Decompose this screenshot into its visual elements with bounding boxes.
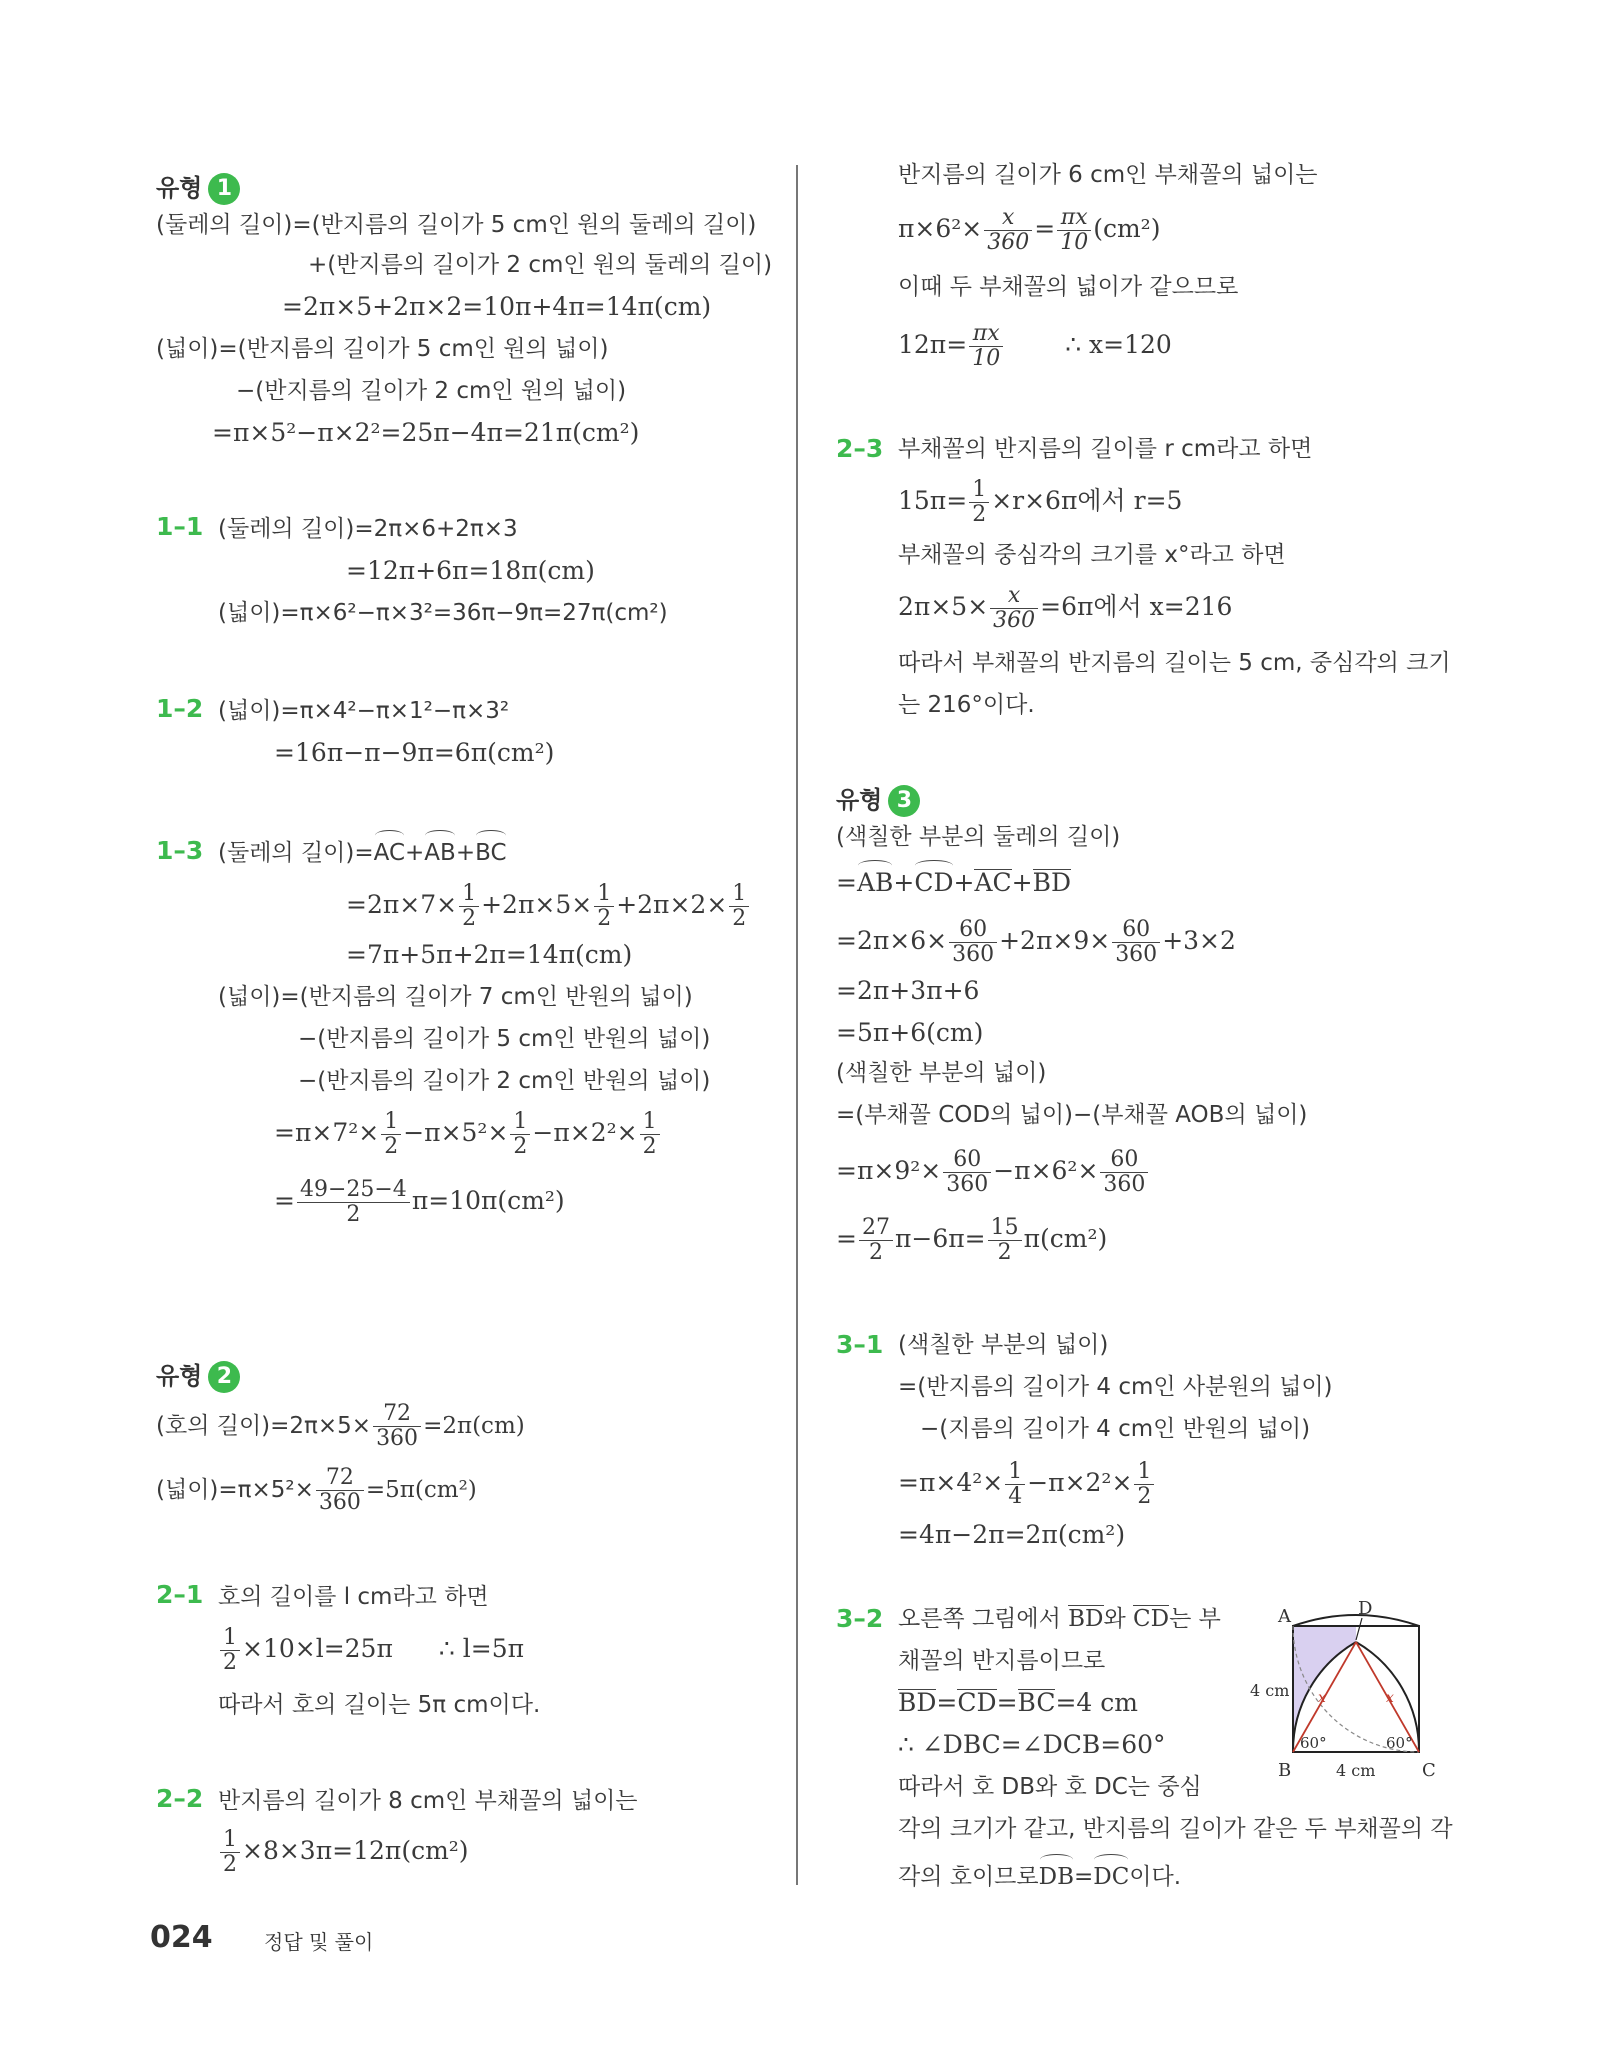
t1-line: −(반지름의 길이가 2 cm인 원의 넓이) (236, 378, 627, 404)
p11-line: =12π+6π=18π(cm) (346, 556, 595, 585)
p13-line: −(반지름의 길이가 2 cm인 반원의 넓이) (298, 1068, 711, 1094)
geometry-figure (1250, 1598, 1440, 1788)
numerator: 1 (220, 1626, 240, 1651)
p32-text: 이다. (1129, 1864, 1182, 1890)
t3-expr: +2π×9× (999, 926, 1111, 955)
arc-ab: AB (856, 868, 894, 897)
p32-length: =4 cm (1055, 1688, 1138, 1717)
plus-sign: + (953, 868, 975, 897)
type-label: 유형 (836, 786, 883, 814)
numerator: 1 (381, 1110, 401, 1135)
p32-line: 채꼴의 반지름이므로 (898, 1648, 1106, 1674)
p23-line: 부채꼴의 반지름의 길이를 r cm라고 하면 (898, 436, 1313, 462)
label-angle-b: 60° (1300, 1734, 1327, 1752)
t3-line (836, 866, 1071, 898)
p13-result: π=10π(cm²) (411, 1186, 565, 1215)
denominator: 2 (346, 1202, 361, 1227)
denominator: 2 (642, 1134, 657, 1159)
segment-bd: BD (1068, 1606, 1104, 1632)
p13-line (274, 1178, 565, 1227)
type-1-heading (156, 168, 240, 205)
arc-bc: BC (475, 836, 506, 868)
p13-perimeter-label: (둘레의 길이)= (218, 840, 374, 866)
type-number-badge: 2 (208, 1361, 240, 1393)
t1-line: =2π×5+2π×2=10π+4π=14π(cm) (282, 292, 712, 321)
fraction (1005, 1460, 1025, 1509)
p22-line (218, 1828, 469, 1877)
cont-eq: 12π= (898, 330, 968, 359)
numerator: 60 (1100, 1148, 1148, 1173)
fraction (594, 882, 614, 931)
fraction (1112, 918, 1160, 967)
t1-line: (넓이)=(반지름의 길이가 5 cm인 원의 넓이) (156, 336, 609, 362)
fraction (459, 882, 479, 931)
p21-therefore: ∴ l=5π (438, 1634, 525, 1663)
p32-text: 각의 호이므로 (898, 1864, 1039, 1890)
t3-line: (색칠한 부분의 넓이) (836, 1060, 1047, 1086)
p31-line: −(지름의 길이가 4 cm인 반원의 넓이) (920, 1416, 1311, 1442)
denominator: 2 (972, 502, 987, 527)
plus-sign: + (405, 840, 425, 866)
p21-line: 호의 길이를 l cm라고 하면 (218, 1584, 489, 1610)
problem-number: 3–2 (836, 1604, 884, 1633)
p13-line: =π×7²× $\frac{1}{2}$ −π×5²× $\frac{1}{2}$ −π×2²× $\frac{1}{2}$ (274, 1110, 662, 1159)
denominator: 10 (972, 346, 1001, 371)
t3-line (836, 1216, 1107, 1265)
numerator: πx (969, 322, 1003, 347)
p13-area-expr: =π×7²× (274, 1118, 380, 1147)
fraction (969, 322, 1003, 371)
plus-sign: + (1011, 868, 1033, 897)
p13-line: =2π×7× $\frac{1}{2}$ +2π×5× $\frac{1}{2}$ +2π×2× $\frac{1}{2}$ (346, 882, 751, 931)
t3-line: =5π+6(cm) (836, 1018, 984, 1047)
numerator: 49−25−4 (297, 1178, 410, 1203)
p31-expr: −π×2²× (1027, 1468, 1133, 1497)
fraction (297, 1178, 410, 1227)
p31-line: =(반지름의 길이가 4 cm인 사분원의 넓이) (898, 1374, 1333, 1400)
problem-number: 1–2 (156, 694, 204, 723)
equals-sign: = (936, 1688, 958, 1717)
numerator: 60 (943, 1148, 991, 1173)
t2-area-result: =5π(cm²) (365, 1477, 477, 1503)
p23-line (898, 478, 1182, 527)
column-divider (796, 165, 798, 1885)
t3-line (836, 1148, 1150, 1197)
numerator: 1 (459, 882, 479, 907)
p32-line: 따라서 호 DB와 호 DC는 중심 (898, 1774, 1202, 1800)
p13-line: (넓이)=(반지름의 길이가 7 cm인 반원의 넓이) (218, 984, 693, 1010)
p23-line: 는 216°이다. (898, 692, 1035, 718)
p21-equation: ×10×l=25π (242, 1634, 393, 1663)
t1-line: (둘레의 길이)=(반지름의 길이가 5 cm인 원의 둘레의 길이) (156, 212, 757, 238)
fraction (859, 1216, 893, 1265)
label-side-length: 4 cm (1250, 1681, 1290, 1700)
t2-area-expr: (넓이)=π×5²× (156, 1477, 314, 1503)
numerator: 72 (316, 1466, 364, 1491)
t3-line (836, 918, 1236, 967)
equals-sign: = (996, 1688, 1018, 1717)
numerator: 1 (1005, 1460, 1025, 1485)
fraction (220, 1828, 240, 1877)
denominator: 360 (376, 1426, 419, 1451)
denominator: 2 (223, 1852, 237, 1877)
t3-expr: =2π×6× (836, 926, 948, 955)
leader-d (1356, 1618, 1362, 1640)
numerator: 1 (729, 882, 749, 907)
fraction (988, 1216, 1022, 1265)
fraction (510, 1110, 530, 1159)
t2-line (156, 1402, 525, 1451)
segment-ac: AC (974, 868, 1012, 897)
p12-line: =16π−π−9π=6π(cm²) (274, 738, 555, 767)
p31-line (898, 1460, 1156, 1509)
p13-line: =7π+5π+2π=14π(cm) (346, 940, 633, 969)
type-number-badge: 3 (888, 785, 920, 817)
arc-ab: AB (424, 836, 456, 868)
denominator: 360 (946, 1172, 989, 1197)
t2-line (156, 1466, 477, 1515)
numerator: 1 (640, 1110, 660, 1135)
t3-result: π(cm²) (1023, 1224, 1108, 1253)
denominator: 360 (1115, 942, 1158, 967)
type-label: 유형 (156, 174, 203, 202)
denominator: 2 (597, 906, 612, 931)
p31-line: =4π−2π=2π(cm²) (898, 1520, 1126, 1549)
fraction (943, 1148, 991, 1197)
fraction (949, 918, 997, 967)
numerator: πx (1057, 206, 1091, 231)
arc-ac: AC (374, 836, 405, 868)
denominator: 4 (1008, 1484, 1023, 1509)
equals-sign: = (836, 1224, 857, 1253)
denominator: 360 (1103, 1172, 1146, 1197)
top-arc (1293, 1615, 1419, 1626)
t1-line: +(반지름의 길이가 2 cm인 원의 둘레의 길이) (308, 252, 773, 278)
numerator: 1 (969, 478, 989, 503)
fraction (729, 882, 749, 931)
arc-cd: CD (914, 868, 954, 897)
problem-number: 2–2 (156, 1784, 204, 1813)
cont-line: 반지름의 길이가 6 cm인 부채꼴의 넓이는 (898, 162, 1318, 188)
t3-line: =2π+3π+6 (836, 976, 980, 1005)
segment-cd: CD (957, 1688, 997, 1717)
numerator: 60 (949, 918, 997, 943)
page-number: 024 (150, 1920, 213, 1955)
p31-line: (색칠한 부분의 넓이) (898, 1332, 1109, 1358)
problem-number: 1–3 (156, 836, 204, 865)
segment-bd: BD (1032, 868, 1072, 897)
p21-line (218, 1626, 524, 1675)
p11-line: (넓이)=π×6²−π×3²=36π−9π=27π(cm²) (218, 600, 668, 626)
t3-area-expr: −π×6²× (993, 1156, 1099, 1185)
fraction (640, 1110, 660, 1159)
t3-line: =(부채꼴 COD의 넓이)−(부채꼴 AOB의 넓이) (836, 1102, 1308, 1128)
problem-number: 2–3 (836, 434, 884, 463)
t3-line: (색칠한 부분의 둘레의 길이) (836, 824, 1121, 850)
numerator: 1 (1134, 1460, 1154, 1485)
label-d: D (1358, 1598, 1373, 1619)
problem-number: 2–1 (156, 1580, 204, 1609)
plus-sign: + (893, 868, 915, 897)
denominator: 2 (384, 1134, 399, 1159)
p32-line: 각의 크기가 같고, 반지름의 길이가 같은 두 부채꼴의 각 (898, 1816, 1453, 1842)
cont-line: 이때 두 부채꼴의 넓이가 같으므로 (898, 274, 1239, 300)
p32-line (898, 1604, 1221, 1634)
label-x-left: x (1318, 1690, 1326, 1706)
label-a: A (1278, 1606, 1291, 1627)
denominator: 2 (1137, 1484, 1152, 1509)
p13-expr-start: =2π×7× (346, 890, 458, 919)
p32-line (898, 1860, 1181, 1892)
fraction (984, 206, 1032, 255)
label-angle-c: 60° (1386, 1734, 1413, 1752)
numerator: 15 (988, 1216, 1022, 1241)
fraction (381, 1110, 401, 1159)
cont-line: π×6²× $\frac{x}{360}$ = $\frac{\pi x}{10}$ (cm²) (898, 205, 1161, 255)
denominator: 2 (732, 906, 747, 931)
fraction (220, 1626, 240, 1675)
t3-result: π−6π= (894, 1224, 986, 1253)
p32-text: 오른쪽 그림에서 (898, 1606, 1061, 1632)
p22-equation: ×8×3π=12π(cm²) (242, 1836, 469, 1865)
fraction (1134, 1460, 1154, 1509)
numerator: 1 (510, 1110, 530, 1135)
equals-sign: = (274, 1186, 295, 1215)
arc-dc: DC (1093, 1860, 1129, 1892)
cont-expr: π×6²× (898, 214, 983, 243)
p22-line: 반지름의 길이가 8 cm인 부채꼴의 넓이는 (218, 1788, 638, 1814)
p13-line: −(반지름의 길이가 5 cm인 반원의 넓이) (298, 1026, 711, 1052)
t2-arc-result: =2π(cm) (423, 1413, 525, 1439)
p23-eq-end: ×r×6π에서 r=5 (991, 486, 1183, 515)
p32-line: ∴ ∠DBC=∠DCB=60° (898, 1730, 1166, 1759)
numerator: x (984, 206, 1032, 231)
t1-line: =π×5²−π×2²=25π−4π=21π(cm²) (212, 418, 640, 447)
numerator: 1 (594, 882, 614, 907)
p23-angle-start: 2π×5× (898, 592, 989, 621)
t2-arc-expr: (호의 길이)=2π×5× (156, 1413, 372, 1439)
label-bottom-length: 4 cm (1336, 1761, 1376, 1780)
problem-number: 1–1 (156, 512, 204, 541)
denominator: 2 (868, 1240, 883, 1265)
p32-text: 와 (1103, 1606, 1126, 1632)
denominator: 2 (997, 1240, 1012, 1265)
denominator: 360 (993, 608, 1036, 633)
fraction (1057, 206, 1091, 255)
denominator: 360 (987, 230, 1030, 255)
p23-line: 부채꼴의 중심각의 크기를 x°라고 하면 (898, 542, 1286, 568)
p32-line (898, 1688, 1138, 1718)
cont-therefore: ∴ x=120 (1065, 330, 1172, 359)
p23-eq-start: 15π= (898, 486, 968, 515)
numerator: 27 (859, 1216, 893, 1241)
label-c: C (1422, 1760, 1436, 1781)
label-x-right: x (1386, 1690, 1394, 1706)
p21-line: 따라서 호의 길이는 5π cm이다. (218, 1692, 541, 1718)
denominator: 360 (952, 942, 995, 967)
denominator: 2 (513, 1134, 528, 1159)
denominator: 10 (1060, 230, 1089, 255)
p11-line: (둘레의 길이)=2π×6+2π×3 (218, 516, 518, 542)
segment-bc: BC (1017, 1688, 1056, 1717)
denominator: 360 (318, 1490, 361, 1515)
p23-angle-end: =6π에서 x=216 (1040, 592, 1233, 621)
plus-sign: + (455, 840, 476, 866)
t3-expr: +3×2 (1162, 926, 1236, 955)
fraction (316, 1466, 364, 1515)
type-number-badge: 1 (208, 173, 240, 205)
fraction (990, 584, 1038, 633)
p23-line (898, 584, 1232, 633)
type-2-heading (156, 1356, 240, 1393)
p23-line: 따라서 부채꼴의 반지름의 길이는 5 cm, 중심각의 크기 (898, 650, 1451, 676)
p12-line: (넓이)=π×4²−π×1²−π×3² (218, 698, 510, 724)
fraction (1100, 1148, 1148, 1197)
denominator: 2 (223, 1650, 237, 1675)
problem-number: 3–1 (836, 1330, 884, 1359)
denominator: 2 (462, 906, 477, 931)
type-label: 유형 (156, 1362, 203, 1390)
p32-text: 는 부 (1169, 1606, 1221, 1632)
arc-db: DB (1039, 1860, 1074, 1892)
p31-expr: =π×4²× (898, 1468, 1004, 1497)
t3-area-expr: =π×9²× (836, 1156, 942, 1185)
equals-sign: = (1073, 1864, 1094, 1890)
cont-line (898, 322, 1172, 371)
label-b: B (1278, 1760, 1292, 1781)
numerator: 72 (373, 1402, 421, 1427)
type-3-heading (836, 780, 920, 817)
segment-cd: CD (1133, 1606, 1170, 1632)
p13-line (218, 836, 507, 868)
fraction (373, 1402, 421, 1451)
numerator: x (990, 584, 1038, 609)
fraction (969, 478, 989, 527)
cont-unit: (cm²) (1093, 214, 1161, 243)
numerator: 60 (1112, 918, 1160, 943)
footer-label: 정답 및 풀이 (264, 1930, 374, 1954)
numerator: 1 (220, 1828, 240, 1853)
segment-bd: BD (898, 1688, 937, 1717)
equals-sign: = (836, 868, 857, 897)
